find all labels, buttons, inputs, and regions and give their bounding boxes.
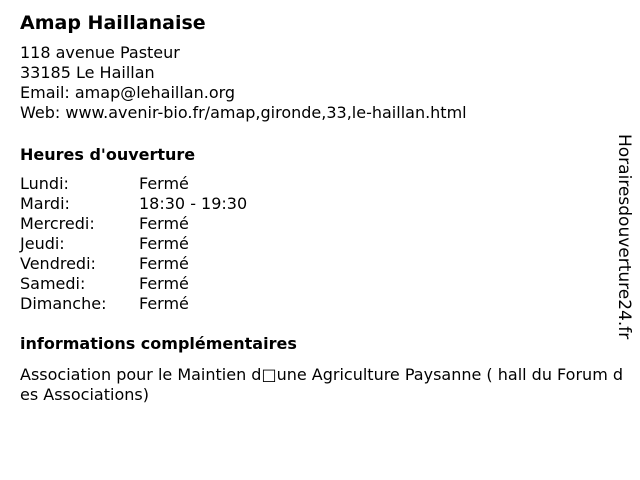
hours-time: Fermé (139, 294, 189, 313)
hours-time: 18:30 - 19:30 (139, 194, 248, 213)
info-description: Association pour le Maintien d□une Agriculture Paysanne ( hall du Forum des Associations) (20, 365, 624, 404)
hours-day: Mardi: (20, 194, 70, 213)
hours-time: Fermé (139, 174, 189, 193)
hours-time: Fermé (139, 214, 189, 233)
hours-time: Fermé (139, 274, 189, 293)
address-street: 118 avenue Pasteur (20, 43, 180, 62)
hours-time: Fermé (139, 254, 189, 273)
contact-block (20, 43, 467, 123)
hours-time: Fermé (139, 234, 189, 253)
hours-day: Samedi: (20, 274, 86, 293)
hours-day: Lundi: (20, 174, 69, 193)
hours-day: Vendredi: (20, 254, 96, 273)
address-city: 33185 Le Haillan (20, 63, 155, 82)
hours-day: Dimanche: (20, 294, 107, 313)
hours-heading: Heures d'ouverture (20, 145, 196, 164)
info-heading: informations complémentaires (20, 334, 297, 353)
email-line: Email: amap@lehaillan.org (20, 83, 236, 102)
web-line: Web: www.avenir-bio.fr/amap,gironde,33,le-haillan.html (20, 103, 467, 122)
hours-day: Mercredi: (20, 214, 95, 233)
business-name: Amap Haillanaise (20, 12, 206, 34)
watermark-text: Horairesdouverture24.fr (614, 134, 634, 340)
hours-day: Jeudi: (20, 234, 65, 253)
